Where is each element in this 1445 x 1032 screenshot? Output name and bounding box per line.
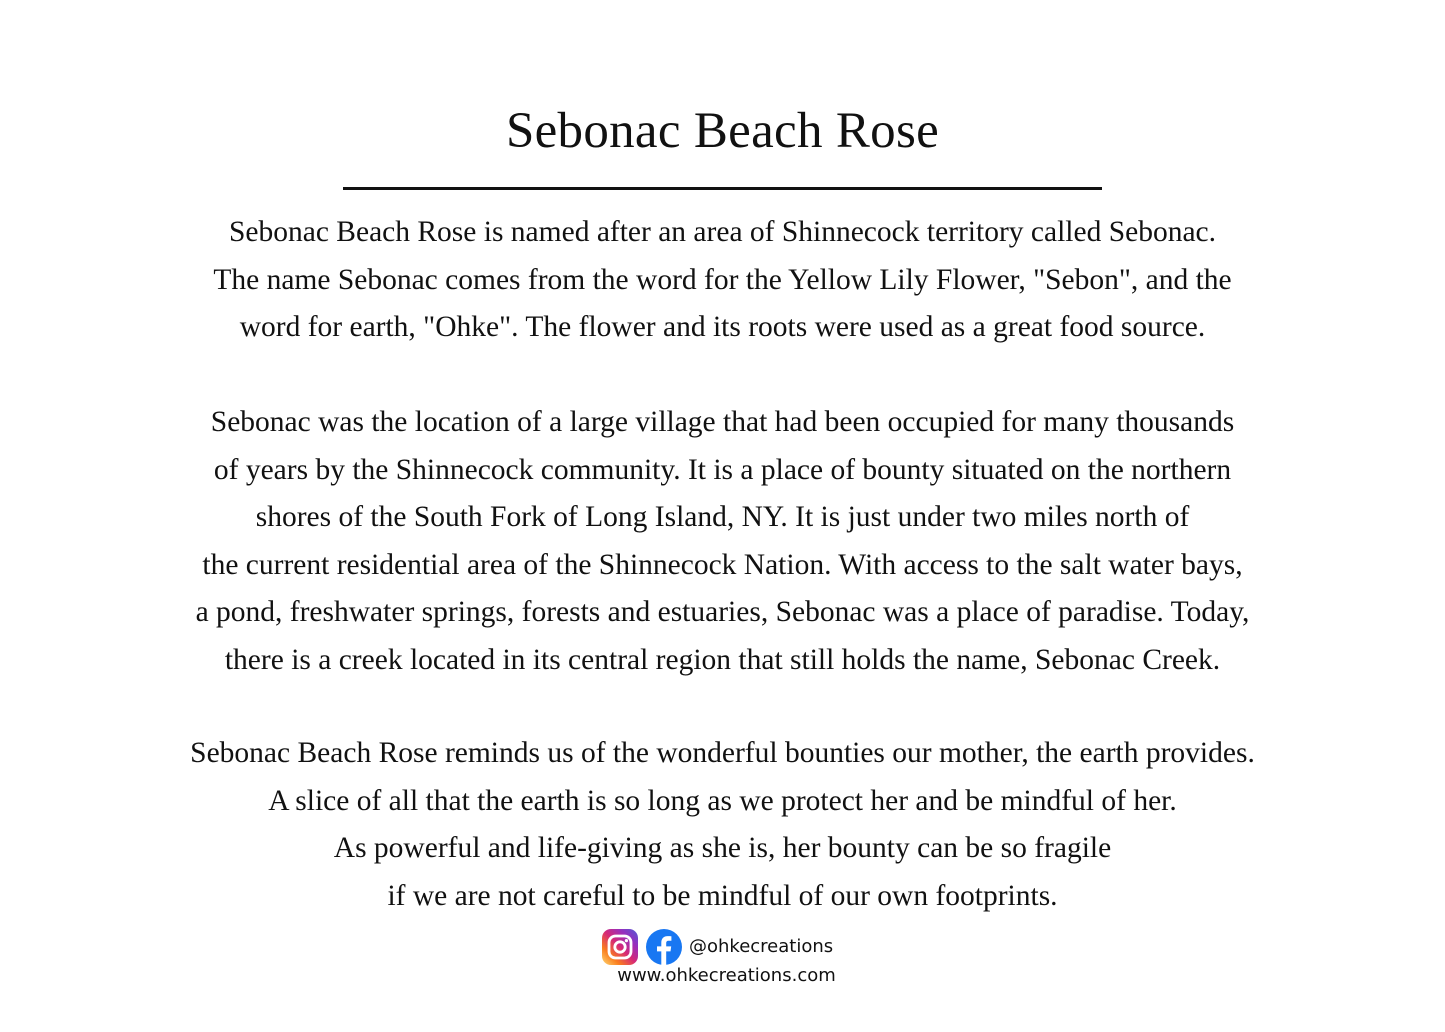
paragraph-line: Sebonac Beach Rose reminds us of the wonderful bounties our mother, the earth provides.	[190, 737, 1255, 769]
paragraph-name-origin	[0, 209, 1445, 352]
title-divider	[343, 187, 1102, 190]
facebook-icon[interactable]	[646, 929, 682, 965]
social-links	[602, 929, 833, 965]
paragraph-line: a pond, freshwater springs, forests and estuaries, Sebonac was a place of paradise. Today,	[195, 596, 1250, 628]
paragraph-line: if we are not careful to be mindful of our own footprints.	[387, 879, 1058, 912]
paragraph-village-history	[0, 399, 1445, 684]
paragraph-line: the current residential area of the Shinnecock Nation. With access to the salt water bays,	[202, 548, 1243, 581]
paragraph-line: The name Sebonac comes from the word for the Yellow Lily Flower, "Sebon", and the	[213, 263, 1232, 296]
page-title: Sebonac Beach Rose	[505, 103, 940, 159]
instagram-icon[interactable]	[602, 929, 638, 965]
social-handle[interactable]: @ohkecreations	[689, 936, 834, 957]
paragraph-line: Sebonac Beach Rose is named after an area of Shinnecock territory called Sebonac.	[228, 216, 1217, 248]
paragraph-line: A slice of all that the earth is so long as we protect her and be mindful of her.	[268, 784, 1177, 817]
paragraph-line: shores of the South Fork of Long Island, NY. It is just under two miles north of	[255, 501, 1190, 533]
paragraph-line: Sebonac was the location of a large village that had been occupied for many thousands	[210, 406, 1235, 438]
paragraph-reflection	[0, 730, 1445, 920]
paragraph-line: of years by the Shinnecock community. It is a place of bounty situated on the northern	[213, 453, 1232, 486]
paragraph-line: As powerful and life-giving as she is, her bounty can be so fragile	[333, 832, 1112, 864]
website-link[interactable]: www.ohkecreations.com	[617, 965, 836, 986]
paragraph-line: there is a creek located in its central region that still holds the name, Sebonac Creek.	[224, 643, 1221, 676]
paragraph-line: word for earth, "Ohke". The flower and its roots were used as a great food source.	[239, 311, 1206, 343]
